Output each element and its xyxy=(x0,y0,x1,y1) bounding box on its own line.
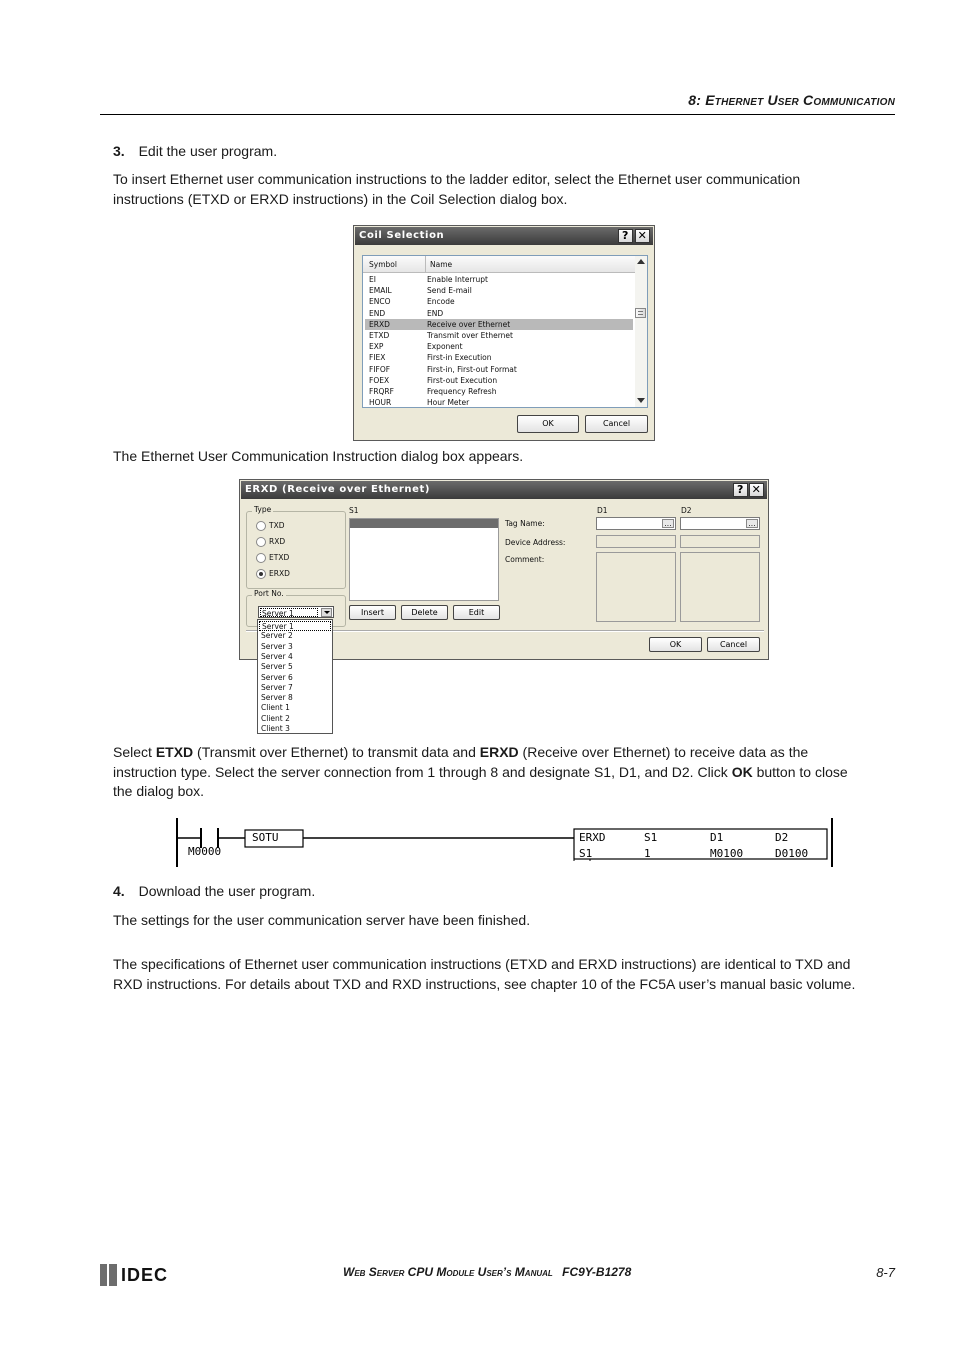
paragraph-2: The Ethernet User Communication Instruction dialog box appears. xyxy=(113,448,524,464)
chapter-heading: 8: Ethernet User Communication xyxy=(688,92,895,108)
step-3-number: 3. xyxy=(113,143,125,159)
paragraph-1 xyxy=(113,170,800,209)
step-4 xyxy=(113,882,315,902)
port-option[interactable]: Server 7 xyxy=(261,682,293,692)
p3-line2-text: instruction type. Select the server connection from 1 through 8 and designate S1, D1, and D2. Click xyxy=(113,763,732,780)
type-radio-label: ERXD xyxy=(269,569,290,578)
coil-list-item[interactable] xyxy=(365,274,633,285)
coil-name: Hour Meter xyxy=(427,398,470,408)
coil-symbol: END xyxy=(369,308,386,318)
d1-comment-field xyxy=(596,552,676,622)
coil-ok-button[interactable]: OK xyxy=(517,415,579,433)
coil-list-item[interactable] xyxy=(365,330,633,341)
coil-list-header xyxy=(363,256,635,273)
p3-text-e: (Receive over Ethernet) to receive data as the xyxy=(518,744,809,760)
help-icon[interactable]: ? xyxy=(733,483,748,497)
port-option[interactable]: Server 4 xyxy=(261,651,293,661)
coil-list-scrollbar[interactable] xyxy=(635,256,647,407)
box-r1-c4: D2 xyxy=(775,831,789,844)
coil-name: First-in Execution xyxy=(427,353,492,363)
paragraph-3 xyxy=(113,743,848,802)
coil-list-item[interactable] xyxy=(365,308,633,319)
paragraph-3-line-1 xyxy=(113,743,848,763)
erxd-ok-button[interactable]: OK xyxy=(649,637,702,652)
col-symbol[interactable]: Symbol xyxy=(369,260,397,269)
type-radio-label: RXD xyxy=(269,537,286,546)
erxd-dialog-titlebar xyxy=(241,481,767,499)
coil-name: Send E-mail xyxy=(427,286,472,296)
device-address-label: Device Address: xyxy=(505,538,566,547)
coil-name: END xyxy=(427,308,444,318)
comment-label: Comment: xyxy=(505,555,545,564)
port-option[interactable]: Client 3 xyxy=(261,724,290,733)
p3-erxd: ERXD xyxy=(479,744,519,760)
coil-symbol: EXP xyxy=(369,342,384,352)
coil-symbol: ERXD xyxy=(369,319,390,329)
chevron-down-icon[interactable] xyxy=(321,608,332,617)
box-r1-c3: D1 xyxy=(710,831,724,844)
p3-line2-end: button to close xyxy=(752,763,848,780)
coil-name: Transmit over Ethernet xyxy=(427,331,513,340)
s1-list[interactable] xyxy=(349,518,499,601)
paragraph-4: The settings for the user communication server have been finished. xyxy=(113,912,531,928)
port-option[interactable]: Server 2 xyxy=(261,631,293,641)
coil-list-item[interactable] xyxy=(365,397,633,408)
output-label: SOTU xyxy=(252,831,279,844)
help-icon[interactable]: ? xyxy=(618,229,633,243)
coil-name: Encode xyxy=(427,297,455,307)
page-number: 8-7 xyxy=(876,1265,895,1280)
header-rule xyxy=(100,114,895,115)
paragraph-3-line-3: the dialog box. xyxy=(113,783,205,799)
ladder-diagram xyxy=(170,812,840,872)
footer-title xyxy=(343,1265,631,1279)
radio-circle-icon[interactable] xyxy=(256,553,266,563)
coil-symbol: EMAIL xyxy=(369,286,392,296)
step-4-text: Download the user program. xyxy=(138,883,316,899)
coil-name: Frequency Refresh xyxy=(427,387,497,396)
coil-symbol: HOUR xyxy=(369,398,392,408)
coil-selection-dialog xyxy=(353,225,655,441)
edit-button[interactable]: Edit xyxy=(453,605,500,620)
tag-name-label: Tag Name: xyxy=(505,519,545,528)
logo-mark xyxy=(100,1264,107,1286)
close-icon[interactable]: ✕ xyxy=(635,229,650,243)
erxd-dialog-title: ERXD (Receive over Ethernet) xyxy=(245,484,431,495)
coil-list-item[interactable] xyxy=(365,352,633,363)
d2-comment-field xyxy=(680,552,760,622)
d1-label: D1 xyxy=(597,506,608,515)
coil-list-item[interactable] xyxy=(365,375,633,386)
contact-label: M0000 xyxy=(188,845,222,858)
type-radio-erxd[interactable] xyxy=(256,568,290,579)
d1-device-address-field xyxy=(596,535,676,548)
coil-name: First-in, First-out Format xyxy=(427,364,517,374)
type-radio-etxd[interactable] xyxy=(256,552,289,563)
d2-label: D2 xyxy=(681,506,692,515)
col-name[interactable]: Name xyxy=(430,260,453,269)
port-option[interactable]: Client 2 xyxy=(261,713,290,723)
port-option[interactable]: Server 8 xyxy=(261,693,293,703)
port-option[interactable]: Client 1 xyxy=(261,703,290,713)
p3-text-c: (Transmit over Ethernet) to transmit data and xyxy=(193,744,480,760)
port-option[interactable]: Server 3 xyxy=(261,641,293,651)
coil-name: Exponent xyxy=(427,342,463,352)
port-label: Port No. xyxy=(254,589,284,598)
s1-label: S1 xyxy=(349,506,359,515)
paragraph-5 xyxy=(113,955,855,994)
box-r2-c4: D0100 xyxy=(775,847,809,860)
paragraph-5-line-1: The specifications of Ethernet user communication instructions (ETXD and ERXD instructions) are identical to TXD and xyxy=(113,956,851,972)
insert-button[interactable]: Insert xyxy=(349,605,396,620)
footer-manual-title: Web Server CPU Module User’s Manual xyxy=(343,1265,553,1279)
scroll-thumb[interactable] xyxy=(635,308,646,318)
coil-symbol: FIFOF xyxy=(369,364,391,374)
coil-list-item[interactable] xyxy=(365,386,633,397)
coil-dialog-title: Coil Selection xyxy=(359,230,445,241)
type-radio-rxd[interactable] xyxy=(256,536,285,547)
coil-list-item[interactable] xyxy=(365,285,633,296)
port-option[interactable]: Server 5 xyxy=(261,662,293,672)
footer-doc-number: FC9Y-B1278 xyxy=(562,1265,632,1279)
paragraph-1-line-1: To insert Ethernet user communication instructions to the ladder editor, select the Ethernet user communication xyxy=(113,171,801,187)
p3-text-a: Select xyxy=(113,744,156,760)
coil-list-item[interactable] xyxy=(365,296,633,307)
logo-text: IDEC xyxy=(121,1264,169,1285)
d2-browse-button[interactable]: ... xyxy=(746,519,758,528)
p3-ok: OK xyxy=(731,763,753,780)
coil-list-item[interactable] xyxy=(365,319,633,330)
box-r2-c2: 1 xyxy=(644,847,651,860)
radio-circle-icon[interactable] xyxy=(256,537,266,547)
type-radio-label: ETXD xyxy=(269,553,290,562)
coil-cancel-button[interactable]: Cancel xyxy=(585,415,648,433)
p3-etxd: ETXD xyxy=(155,744,194,760)
d2-device-address-field xyxy=(680,535,760,548)
delete-button[interactable]: Delete xyxy=(401,605,448,620)
close-icon[interactable]: ✕ xyxy=(749,483,764,497)
d1-browse-button[interactable]: ... xyxy=(662,519,674,528)
d1-tag-input[interactable] xyxy=(596,517,676,530)
type-radio-txd[interactable] xyxy=(256,520,285,531)
coil-symbol: FRQRF xyxy=(369,387,394,396)
port-dropdown-list[interactable] xyxy=(257,619,333,734)
box-r1-c2: S1 xyxy=(644,831,658,844)
paragraph-3-line-2 xyxy=(113,763,848,783)
port-select[interactable] xyxy=(258,606,334,618)
scroll-down-icon[interactable] xyxy=(637,398,645,403)
coil-symbol: ENCO xyxy=(369,297,391,307)
step-3 xyxy=(113,142,277,162)
coil-name: Enable Interrupt xyxy=(427,275,488,284)
erxd-cancel-button[interactable]: Cancel xyxy=(707,637,760,652)
d2-tag-input[interactable] xyxy=(680,517,760,530)
coil-dialog-titlebar xyxy=(355,227,653,245)
step-3-text: Edit the user program. xyxy=(138,143,278,159)
port-option[interactable]: Server 6 xyxy=(261,672,293,682)
paragraph-5-line-2: RXD instructions. For details about TXD and RXD instructions, see chapter 10 of the FC5A user’s manual basic volume. xyxy=(113,975,856,992)
coil-name: Receive over Ethernet xyxy=(427,319,511,329)
step-4-number: 4. xyxy=(113,883,125,899)
box-r2-c1: S1 xyxy=(579,847,593,860)
scroll-up-icon[interactable] xyxy=(637,259,645,264)
idec-logo xyxy=(100,1264,168,1286)
col-divider xyxy=(425,256,426,272)
type-radio-label: TXD xyxy=(269,521,285,530)
box-r1-c1: ERXD xyxy=(579,831,606,844)
s1-list-selected-row[interactable] xyxy=(350,519,498,528)
type-label: Type xyxy=(254,505,272,514)
port-select-value: Server 1 xyxy=(260,608,318,617)
coil-symbol: FIEX xyxy=(369,353,386,363)
coil-symbol: ETXD xyxy=(369,331,390,340)
coil-name: First-out Execution xyxy=(427,375,498,385)
port-option[interactable]: Server 1 xyxy=(259,621,331,631)
radio-circle-icon[interactable] xyxy=(256,521,266,531)
coil-symbol: EI xyxy=(369,275,376,284)
coil-list-item[interactable] xyxy=(365,364,633,375)
box-r2-c3: M0100 xyxy=(710,847,744,860)
coil-list-item[interactable] xyxy=(365,341,633,352)
paragraph-1-line-2: instructions (ETXD or ERXD instructions) in the Coil Selection dialog box. xyxy=(113,190,568,207)
radio-circle-icon[interactable] xyxy=(256,569,266,579)
coil-list[interactable] xyxy=(362,255,648,408)
coil-symbol: FOEX xyxy=(369,375,390,385)
logo-mark-2 xyxy=(109,1264,117,1286)
